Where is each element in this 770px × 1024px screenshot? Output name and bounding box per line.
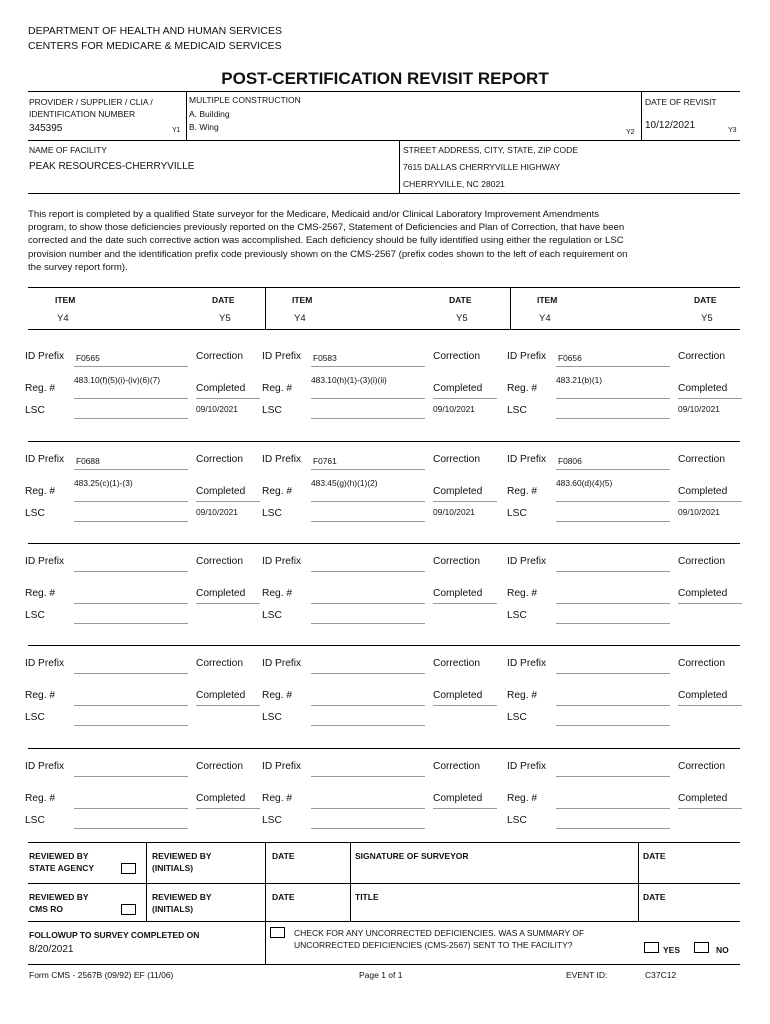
- reg-label: Reg. #: [25, 793, 56, 804]
- agency-line-2: CENTERS FOR MEDICARE & MEDICAID SERVICES: [28, 40, 282, 52]
- reg-label: Reg. #: [507, 690, 538, 701]
- rule-row-divider: [28, 748, 740, 749]
- id-prefix-field-line: [556, 469, 670, 470]
- id-prefix-field-line: [311, 571, 425, 572]
- no-label: NO: [716, 945, 729, 955]
- column-date-header: DATE: [212, 295, 235, 305]
- reg-value[interactable]: 483.60(d)(4)(5): [556, 478, 613, 488]
- address-line-2: CHERRYVILLE, NC 28021: [403, 179, 505, 189]
- id-prefix-value[interactable]: F0688: [76, 456, 100, 466]
- reg-value[interactable]: 483.10(h)(1)-(3)(i)(ii): [311, 375, 387, 385]
- date-of-revisit-label: DATE OF REVISIT: [645, 97, 717, 107]
- column-item-header: ITEM: [537, 295, 558, 305]
- date-field-line: [678, 603, 742, 604]
- lsc-label: LSC: [262, 405, 282, 416]
- rule-row-divider: [28, 645, 740, 646]
- column-y4-code: Y4: [539, 313, 551, 324]
- reg-value[interactable]: 483.10(f)(5)(i)-(iv)(6)(7): [74, 375, 161, 385]
- yes-checkbox[interactable]: [644, 942, 659, 953]
- rule-v3: [399, 140, 400, 193]
- correction-label: Correction: [678, 556, 725, 567]
- reg-field-line: [556, 501, 670, 502]
- lsc-label: LSC: [262, 508, 282, 519]
- reg-label: Reg. #: [25, 383, 56, 394]
- completed-label: Completed: [196, 793, 246, 804]
- completed-label: Completed: [433, 486, 483, 497]
- column-item-header: ITEM: [292, 295, 313, 305]
- id-prefix-label: ID Prefix: [262, 658, 302, 669]
- id-prefix-label: ID Prefix: [25, 454, 65, 465]
- reg-label: Reg. #: [25, 486, 56, 497]
- completed-label: Completed: [678, 383, 728, 394]
- wing-label: B. Wing: [189, 122, 219, 132]
- no-checkbox[interactable]: [694, 942, 709, 953]
- lsc-label: LSC: [25, 815, 45, 826]
- reg-field-line: [74, 705, 188, 706]
- completed-date-value[interactable]: 09/10/2021: [678, 404, 720, 414]
- lsc-field-line: [74, 521, 188, 522]
- rule-v1: [186, 91, 187, 140]
- rule-col-divider: [265, 287, 266, 329]
- address-line-1: 7615 DALLAS CHERRYVILLE HIGHWAY: [403, 162, 561, 172]
- facility-name-value: PEAK RESOURCES-CHERRYVILLE: [29, 161, 195, 172]
- id-prefix-field-line: [311, 776, 425, 777]
- date-field-line: [196, 603, 260, 604]
- y3-code: Y3: [728, 127, 737, 134]
- date-label-2: DATE: [643, 851, 666, 861]
- reg-label: Reg. #: [262, 793, 293, 804]
- lsc-label: LSC: [262, 712, 282, 723]
- event-id-value: C37C12: [645, 970, 677, 980]
- rule-header-bottom: [28, 329, 740, 330]
- lsc-field-line: [556, 521, 670, 522]
- correction-label: Correction: [196, 761, 243, 772]
- date-label-1: DATE: [272, 851, 295, 861]
- date-field-line: [678, 808, 742, 809]
- date-field-line: [678, 501, 742, 502]
- id-prefix-field-line: [74, 673, 188, 674]
- column-date-header: DATE: [694, 295, 717, 305]
- provider-id-label: PROVIDER / SUPPLIER / CLIA / IDENTIFICATION NUMBER: [29, 97, 153, 119]
- correction-label: Correction: [433, 556, 480, 567]
- completed-date-value[interactable]: 09/10/2021: [678, 507, 720, 517]
- id-prefix-label: ID Prefix: [262, 454, 302, 465]
- reg-value[interactable]: 483.45(g)(h)(1)(2): [311, 478, 378, 488]
- reg-label: Reg. #: [25, 588, 56, 599]
- date-field-line: [196, 705, 260, 706]
- completed-label: Completed: [196, 588, 246, 599]
- reg-value[interactable]: 483.25(c)(1)-(3): [74, 478, 133, 488]
- completed-date-value[interactable]: 09/10/2021: [433, 507, 475, 517]
- correction-label: Correction: [196, 454, 243, 465]
- reg-label: Reg. #: [262, 486, 293, 497]
- column-y5-code: Y5: [219, 313, 231, 324]
- id-prefix-field-line: [311, 366, 425, 367]
- id-prefix-field-line: [311, 469, 425, 470]
- reviewed-by-initials-label-1: REVIEWED BY (INITIALS): [152, 851, 212, 873]
- reg-field-line: [556, 603, 670, 604]
- lsc-label: LSC: [25, 405, 45, 416]
- id-prefix-field-line: [556, 571, 670, 572]
- correction-label: Correction: [433, 351, 480, 362]
- lsc-label: LSC: [507, 405, 527, 416]
- lsc-field-line: [311, 521, 425, 522]
- multiple-construction-label: MULTIPLE CONSTRUCTION: [189, 95, 301, 105]
- lsc-field-line: [311, 623, 425, 624]
- lsc-field-line: [556, 623, 670, 624]
- id-prefix-value[interactable]: F0565: [76, 353, 100, 363]
- id-prefix-field-line: [556, 366, 670, 367]
- reg-label: Reg. #: [507, 793, 538, 804]
- completed-label: Completed: [433, 588, 483, 599]
- y1-code: Y1: [172, 127, 181, 134]
- lsc-field-line: [311, 418, 425, 419]
- building-label: A. Building: [189, 109, 230, 119]
- signature-of-surveyor-label: SIGNATURE OF SURVEYOR: [355, 851, 469, 861]
- date-field-line: [196, 398, 260, 399]
- form-id: Form CMS - 2567B (09/92) EF (11/06): [29, 970, 174, 980]
- lsc-label: LSC: [507, 508, 527, 519]
- correction-label: Correction: [678, 351, 725, 362]
- date-label-4: DATE: [643, 892, 666, 902]
- reg-field-line: [74, 808, 188, 809]
- lsc-label: LSC: [507, 712, 527, 723]
- rule-facility-bottom: [28, 193, 740, 194]
- lsc-label: LSC: [25, 712, 45, 723]
- id-prefix-field-line: [311, 673, 425, 674]
- id-prefix-value[interactable]: F0761: [313, 456, 337, 466]
- id-prefix-field-line: [74, 571, 188, 572]
- id-prefix-label: ID Prefix: [507, 351, 547, 362]
- id-prefix-label: ID Prefix: [507, 761, 547, 772]
- completed-label: Completed: [678, 588, 728, 599]
- column-y5-code: Y5: [701, 313, 713, 324]
- reg-field-line: [311, 808, 425, 809]
- correction-label: Correction: [196, 556, 243, 567]
- reviewed-by-cms-ro-label: REVIEWED BY CMS RO: [29, 892, 89, 914]
- date-label-3: DATE: [272, 892, 295, 902]
- page-title: POST-CERTIFICATION REVISIT REPORT: [221, 69, 549, 88]
- correction-label: Correction: [678, 761, 725, 772]
- column-date-header: DATE: [449, 295, 472, 305]
- lsc-label: LSC: [262, 815, 282, 826]
- event-id-label: EVENT ID:: [566, 970, 608, 980]
- reviewed-by-initials-label-2: REVIEWED BY (INITIALS): [152, 892, 212, 914]
- date-field-line: [678, 705, 742, 706]
- date-field-line: [433, 501, 497, 502]
- correction-label: Correction: [678, 454, 725, 465]
- rule-row-divider: [28, 543, 740, 544]
- uncorrected-question: CHECK FOR ANY UNCORRECTED DEFICIENCIES. WAS A SUMMARY OF UNCORRECTED DEFICIENCIES (CMS-2567) SENT TO THE FACILITY?: [294, 928, 585, 950]
- reg-label: Reg. #: [262, 690, 293, 701]
- correction-label: Correction: [433, 761, 480, 772]
- correction-label: Correction: [196, 351, 243, 362]
- id-prefix-field-line: [74, 366, 188, 367]
- correction-label: Correction: [196, 658, 243, 669]
- completed-date-value[interactable]: 09/10/2021: [196, 507, 238, 517]
- reg-field-line: [74, 501, 188, 502]
- facility-name-label: NAME OF FACILITY: [29, 145, 107, 155]
- cms-ro-checkbox[interactable]: [121, 904, 136, 915]
- lsc-field-line: [556, 828, 670, 829]
- lsc-field-line: [74, 828, 188, 829]
- reg-label: Reg. #: [262, 383, 293, 394]
- id-prefix-label: ID Prefix: [25, 556, 65, 567]
- id-prefix-label: ID Prefix: [25, 761, 65, 772]
- id-prefix-value[interactable]: F0583: [313, 353, 337, 363]
- completed-label: Completed: [433, 690, 483, 701]
- address-label: STREET ADDRESS, CITY, STATE, ZIP CODE: [403, 145, 578, 155]
- date-of-revisit-value: 10/12/2021: [645, 120, 696, 131]
- reg-field-line: [311, 501, 425, 502]
- rule-col-divider: [510, 287, 511, 329]
- completed-label: Completed: [433, 793, 483, 804]
- instructions-paragraph: This report is completed by a qualified State surveyor for the Medicare, Medicaid and/or Clinical Laboratory Improvement Amendments program, to show those deficiencies previously reported on the CMS-2567, Statement of Deficiencies and Plan of Correction, that have been corrected and the date such corrective action was accomplished. Each deficiency should be fully identified using either the regulation or LSC provision number and the identification prefix code previously shown on the CMS-2567 (prefix codes shown to the left of each requirement on the survey report form).: [28, 209, 628, 273]
- id-prefix-label: ID Prefix: [507, 454, 547, 465]
- completed-label: Completed: [678, 793, 728, 804]
- agency-line-1: DEPARTMENT OF HEALTH AND HUMAN SERVICES: [28, 25, 282, 37]
- reg-value[interactable]: 483.21(b)(1): [556, 375, 603, 385]
- completed-label: Completed: [196, 690, 246, 701]
- rule-top: [28, 91, 740, 92]
- id-prefix-value[interactable]: F0656: [558, 353, 582, 363]
- correction-label: Correction: [678, 658, 725, 669]
- date-field-line: [196, 808, 260, 809]
- lsc-field-line: [311, 828, 425, 829]
- followup-label: FOLLOWUP TO SURVEY COMPLETED ON: [29, 930, 200, 940]
- lsc-label: LSC: [507, 610, 527, 621]
- lsc-field-line: [74, 623, 188, 624]
- id-prefix-value[interactable]: F0806: [558, 456, 582, 466]
- reg-label: Reg. #: [262, 588, 293, 599]
- lsc-label: LSC: [25, 610, 45, 621]
- reg-field-line: [556, 398, 670, 399]
- lsc-label: LSC: [507, 815, 527, 826]
- id-prefix-label: ID Prefix: [25, 351, 65, 362]
- agency-header: [28, 24, 282, 54]
- column-y4-code: Y4: [294, 313, 306, 324]
- completed-label: Completed: [433, 383, 483, 394]
- rule-row-divider: [28, 441, 740, 442]
- date-field-line: [433, 808, 497, 809]
- column-y4-code: Y4: [57, 313, 69, 324]
- id-prefix-label: ID Prefix: [262, 351, 302, 362]
- page-number: Page 1 of 1: [359, 970, 403, 980]
- rule-grid-top: [28, 287, 740, 288]
- y2-code: Y2: [626, 129, 635, 136]
- completed-label: Completed: [678, 690, 728, 701]
- date-field-line: [678, 398, 742, 399]
- date-field-line: [433, 705, 497, 706]
- state-agency-checkbox[interactable]: [121, 863, 136, 874]
- reg-field-line: [311, 603, 425, 604]
- correction-label: Correction: [433, 658, 480, 669]
- correction-label: Correction: [433, 454, 480, 465]
- lsc-label: LSC: [25, 508, 45, 519]
- column-item-header: ITEM: [55, 295, 76, 305]
- id-prefix-field-line: [556, 673, 670, 674]
- reviewed-by-state-agency-label: REVIEWED BY STATE AGENCY: [29, 851, 95, 873]
- reg-label: Reg. #: [507, 588, 538, 599]
- lsc-field-line: [74, 418, 188, 419]
- reg-field-line: [556, 705, 670, 706]
- column-y5-code: Y5: [456, 313, 468, 324]
- date-field-line: [196, 501, 260, 502]
- id-prefix-label: ID Prefix: [507, 556, 547, 567]
- yes-label: YES: [663, 945, 681, 955]
- id-prefix-label: ID Prefix: [262, 761, 302, 772]
- reg-field-line: [311, 398, 425, 399]
- id-prefix-field-line: [556, 776, 670, 777]
- date-field-line: [433, 398, 497, 399]
- id-prefix-label: ID Prefix: [262, 556, 302, 567]
- id-prefix-label: ID Prefix: [25, 658, 65, 669]
- lsc-field-line: [556, 725, 670, 726]
- title-label: TITLE: [355, 892, 379, 902]
- completed-date-value[interactable]: 09/10/2021: [433, 404, 475, 414]
- id-prefix-field-line: [74, 469, 188, 470]
- lsc-label: LSC: [262, 610, 282, 621]
- reg-field-line: [74, 398, 188, 399]
- reg-field-line: [556, 808, 670, 809]
- completed-label: Completed: [678, 486, 728, 497]
- completed-label: Completed: [196, 383, 246, 394]
- completed-label: Completed: [196, 486, 246, 497]
- rule-v2: [641, 91, 642, 140]
- reg-field-line: [74, 603, 188, 604]
- date-field-line: [433, 603, 497, 604]
- uncorrected-checkbox[interactable]: [270, 927, 285, 938]
- lsc-field-line: [311, 725, 425, 726]
- followup-value: 8/20/2021: [29, 944, 74, 955]
- reg-label: Reg. #: [507, 383, 538, 394]
- lsc-field-line: [556, 418, 670, 419]
- id-prefix-label: ID Prefix: [507, 658, 547, 669]
- reg-label: Reg. #: [507, 486, 538, 497]
- provider-id-value: 345395: [29, 123, 63, 134]
- lsc-field-line: [74, 725, 188, 726]
- rule-provider-bottom: [28, 140, 740, 141]
- reg-label: Reg. #: [25, 690, 56, 701]
- id-prefix-field-line: [74, 776, 188, 777]
- reg-field-line: [311, 705, 425, 706]
- completed-date-value[interactable]: 09/10/2021: [196, 404, 238, 414]
